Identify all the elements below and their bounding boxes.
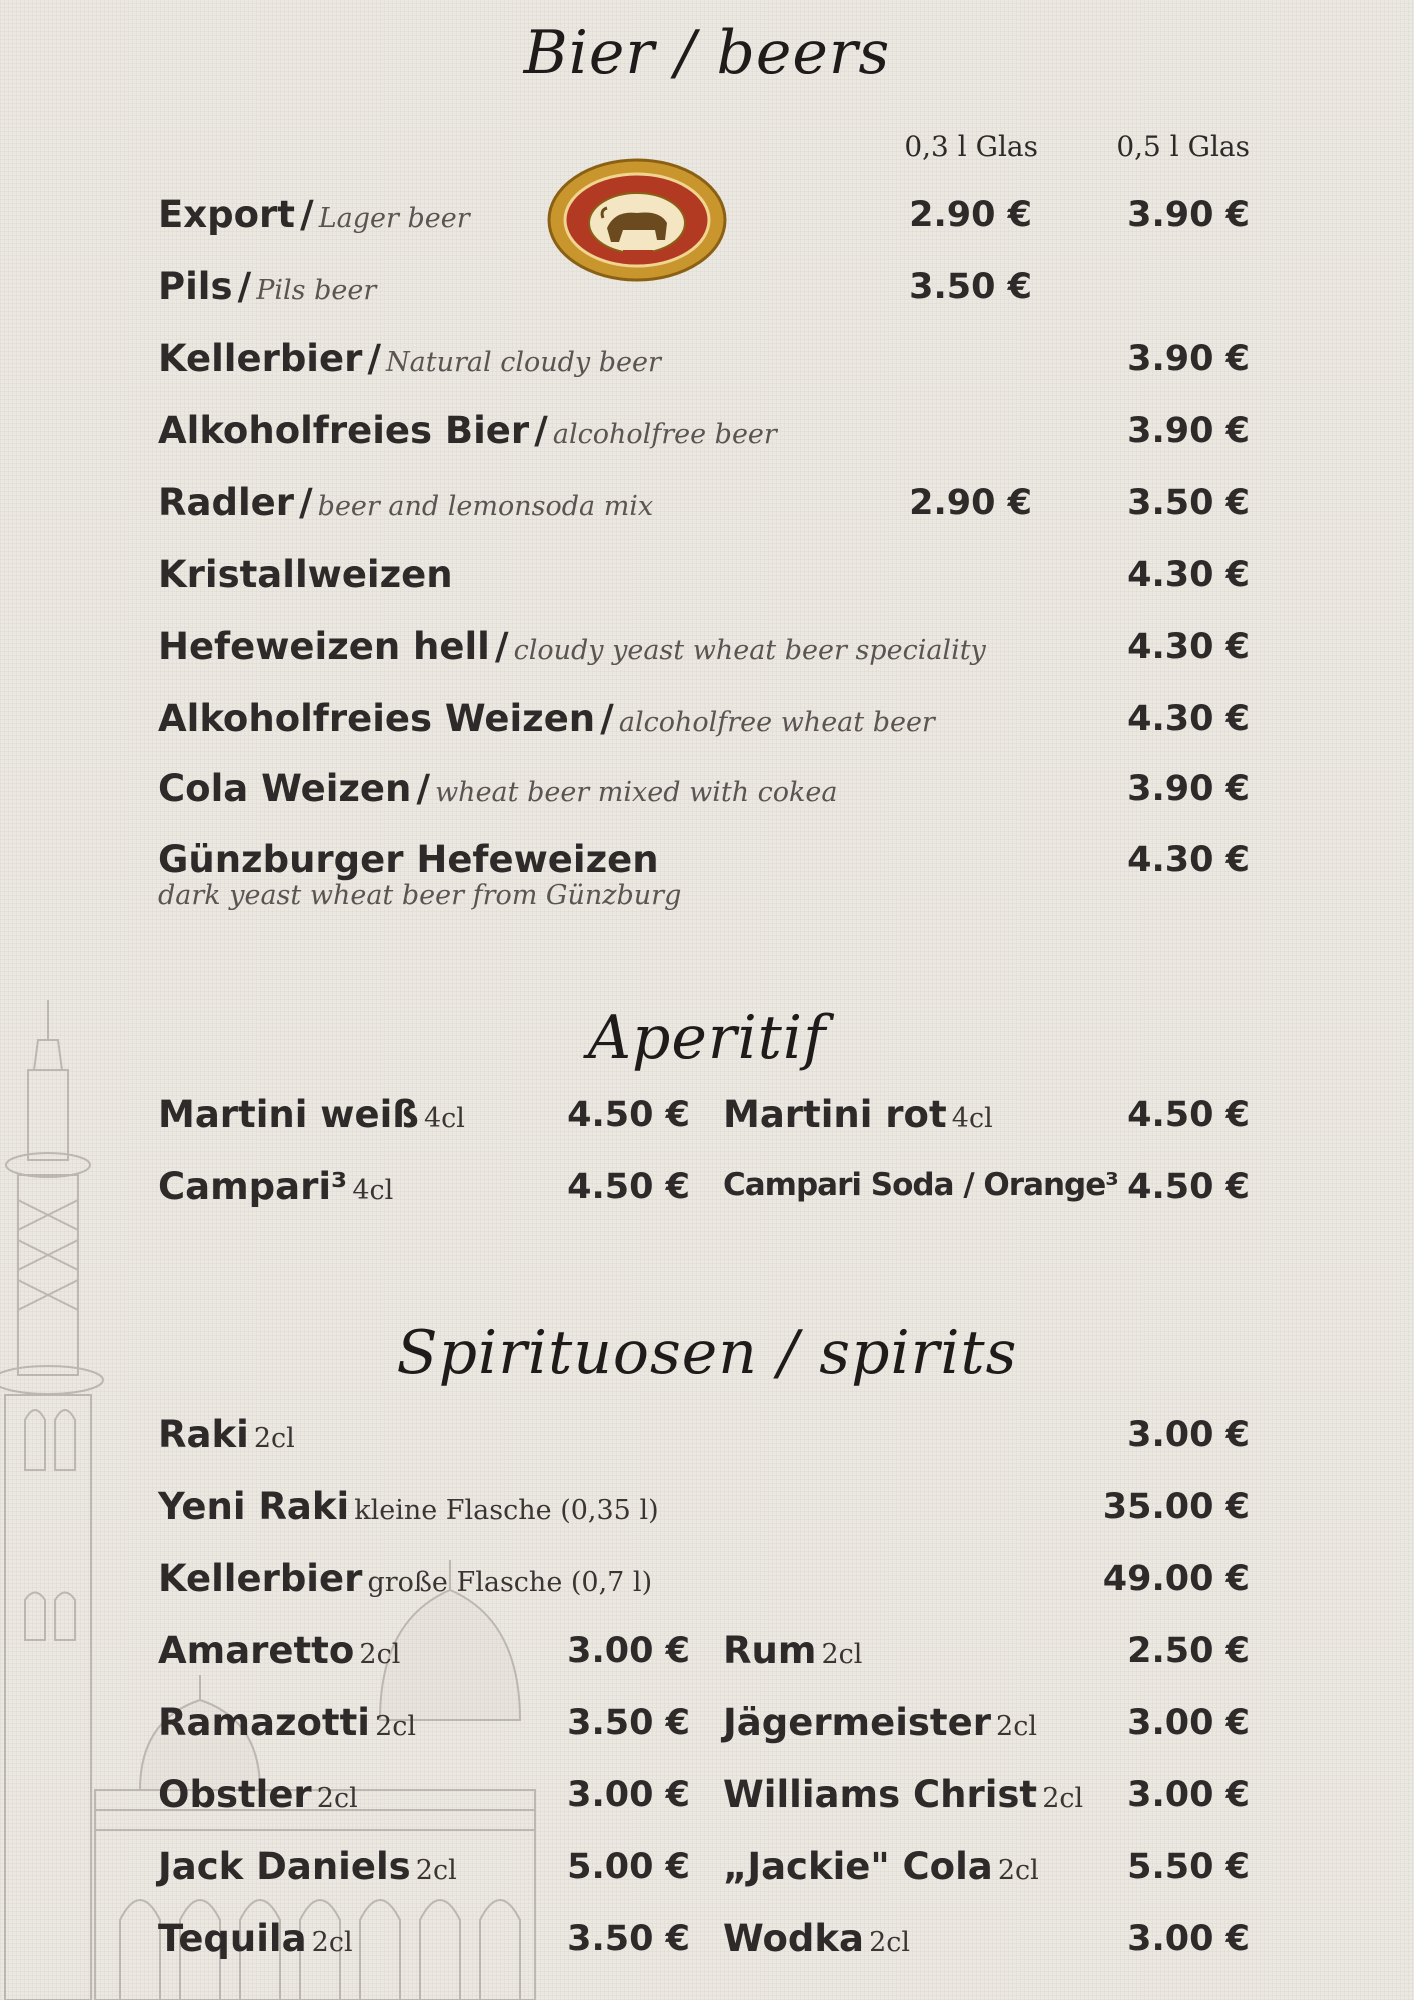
- item-desc: Pils beer: [256, 275, 377, 306]
- beer-item-alkoholfreies-weizen: [158, 697, 935, 740]
- item-name: Cola Weizen: [158, 767, 412, 810]
- item-unit: 2cl: [316, 1783, 358, 1814]
- item-unit: 4cl: [423, 1103, 465, 1134]
- price-small: 2.90 €: [909, 483, 1032, 523]
- price: 3.50 €: [567, 1919, 690, 1959]
- beer-section-title: Bier / beers: [523, 18, 891, 88]
- aperitif-section-title: Aperitif: [587, 1003, 827, 1073]
- beer-item-hefeweizen-hell: [158, 625, 986, 668]
- item-name: Ramazotti: [158, 1701, 370, 1744]
- beer-item-cola-weizen: [158, 767, 838, 810]
- price-large: 3.90 €: [1127, 339, 1250, 379]
- price: 5.50 €: [1127, 1847, 1250, 1887]
- item-name: Kellerbier: [158, 337, 363, 380]
- price: 3.00 €: [567, 1775, 690, 1815]
- item-separator: /: [300, 193, 314, 236]
- item-unit: 2cl: [1042, 1783, 1084, 1814]
- spirit-left-item: [158, 1845, 457, 1888]
- price-large: 3.90 €: [1127, 195, 1250, 235]
- price: 4.50 €: [1127, 1167, 1250, 1207]
- item-separator: /: [416, 767, 430, 810]
- item-unit: 2cl: [869, 1927, 911, 1958]
- price-small: 2.90 €: [909, 195, 1032, 235]
- beer-item-radler: [158, 481, 653, 524]
- price-large: 4.30 €: [1127, 627, 1250, 667]
- item-name: Martini rot: [723, 1093, 947, 1136]
- item-name: Pils: [158, 265, 233, 308]
- item-name: Campari Soda / Orange³: [723, 1167, 1118, 1203]
- spirit-left-item: [158, 1773, 358, 1816]
- item-name: Campari³: [158, 1165, 348, 1208]
- item-unit: 2cl: [996, 1711, 1037, 1742]
- item-name: Hefeweizen hell: [158, 625, 490, 668]
- col-header-large-glass: 0,5 l Glas: [1116, 130, 1250, 163]
- price: 4.50 €: [567, 1095, 690, 1135]
- item-name: Williams Christ: [723, 1773, 1038, 1816]
- spirit-left-item: [158, 1701, 416, 1744]
- item-name: Wodka: [723, 1917, 864, 1960]
- item-name: Radler: [158, 481, 294, 524]
- item-desc: alcoholfree wheat beer: [618, 707, 935, 738]
- item-name: Rum: [723, 1629, 817, 1672]
- price: 2.50 €: [1127, 1631, 1250, 1671]
- price: 3.50 €: [567, 1703, 690, 1743]
- price-large: 3.50 €: [1127, 483, 1250, 523]
- item-desc: alcoholfree beer: [552, 419, 777, 450]
- beer-item-kellerbier: [158, 337, 661, 380]
- price-large: 3.90 €: [1127, 411, 1250, 451]
- item-unit: große Flasche (0,7 l): [367, 1567, 653, 1598]
- spirits-section-title: Spirituosen / spirits: [396, 1318, 1018, 1388]
- item-name: Günzburger Hefeweizen: [158, 838, 659, 881]
- spirit-single-item: [158, 1413, 295, 1456]
- item-desc: wheat beer mixed with cokea: [435, 777, 838, 808]
- price: 4.50 €: [567, 1167, 690, 1207]
- item-name: Kristallweizen: [158, 553, 453, 596]
- price: 3.00 €: [1127, 1775, 1250, 1815]
- price: 4.50 €: [1127, 1095, 1250, 1135]
- item-unit: 2cl: [375, 1711, 417, 1742]
- item-unit: 2cl: [253, 1423, 295, 1454]
- spirit-right-item: [723, 1917, 910, 1960]
- item-name: Martini weiß: [158, 1093, 419, 1136]
- item-separator: /: [534, 409, 548, 452]
- beer-item-pils: [158, 265, 376, 308]
- gold-ochsen-logo: [545, 158, 730, 283]
- aperitif-right-item: [723, 1093, 993, 1136]
- spirit-right-item: [723, 1773, 1083, 1816]
- item-name: „Jackie" Cola: [723, 1845, 993, 1888]
- spirit-single-item: [158, 1485, 659, 1528]
- price-large: 4.30 €: [1127, 699, 1250, 739]
- item-name: Obstler: [158, 1773, 312, 1816]
- item-separator: /: [237, 265, 252, 308]
- price: 3.00 €: [1127, 1919, 1250, 1959]
- beer-item-kristallweizen: [158, 553, 453, 596]
- item-unit: kleine Flasche (0,35 l): [354, 1495, 659, 1526]
- item-name: Alkoholfreies Weizen: [158, 697, 596, 740]
- item-unit: 4cl: [352, 1175, 394, 1206]
- price-large: 3.90 €: [1127, 769, 1250, 809]
- price: 5.00 €: [567, 1847, 690, 1887]
- item-unit: 2cl: [311, 1927, 353, 1958]
- item-unit: 2cl: [821, 1639, 863, 1670]
- item-separator: /: [494, 625, 509, 668]
- item-name: Kellerbier: [158, 1557, 363, 1600]
- item-separator: /: [600, 697, 614, 740]
- spirit-left-item: [158, 1629, 400, 1672]
- spirit-right-item: [723, 1629, 862, 1672]
- item-desc: Lager beer: [318, 203, 470, 234]
- price: 35.00 €: [1102, 1487, 1250, 1527]
- col-header-small-glass: 0,3 l Glas: [904, 130, 1038, 163]
- item-separator: /: [299, 481, 313, 524]
- price: 3.00 €: [567, 1631, 690, 1671]
- item-unit: 2cl: [415, 1855, 457, 1886]
- item-desc: cloudy yeast wheat beer speciality: [513, 635, 986, 666]
- item-name: Raki: [158, 1413, 249, 1456]
- item-desc: Natural cloudy beer: [386, 347, 661, 378]
- beer-item-guenzburger-hefeweizen: [158, 838, 659, 881]
- price: 3.00 €: [1127, 1415, 1250, 1455]
- beer-item-export: [158, 193, 470, 236]
- spirit-right-item: [723, 1845, 1039, 1888]
- spirit-right-item: [723, 1701, 1037, 1744]
- item-name: Alkoholfreies Bier: [158, 409, 530, 452]
- price: 3.00 €: [1127, 1703, 1250, 1743]
- item-name: Amaretto: [158, 1629, 355, 1672]
- item-name: Export: [158, 193, 295, 236]
- item-name: Jägermeister: [723, 1701, 991, 1744]
- price-small: 3.50 €: [909, 267, 1032, 307]
- aperitif-left-item: [158, 1093, 465, 1136]
- item-subdesc: dark yeast wheat beer from Günzburg: [158, 880, 682, 911]
- price-large: 4.30 €: [1127, 840, 1250, 880]
- item-desc: beer and lemonsoda mix: [317, 491, 654, 522]
- item-unit: 2cl: [359, 1639, 401, 1670]
- spirit-single-item: [158, 1557, 652, 1600]
- item-name: Yeni Raki: [158, 1485, 350, 1528]
- aperitif-left-item: [158, 1165, 393, 1208]
- beer-item-alkoholfreies-bier: [158, 409, 777, 452]
- price-large: 4.30 €: [1127, 555, 1250, 595]
- item-unit: 4cl: [951, 1103, 993, 1134]
- item-name: Tequila: [158, 1917, 307, 1960]
- spirit-left-item: [158, 1917, 353, 1960]
- item-separator: /: [367, 337, 381, 380]
- aperitif-right-item: [723, 1167, 1118, 1203]
- item-name: Jack Daniels: [158, 1845, 411, 1888]
- item-unit: 2cl: [997, 1855, 1039, 1886]
- price: 49.00 €: [1102, 1559, 1250, 1599]
